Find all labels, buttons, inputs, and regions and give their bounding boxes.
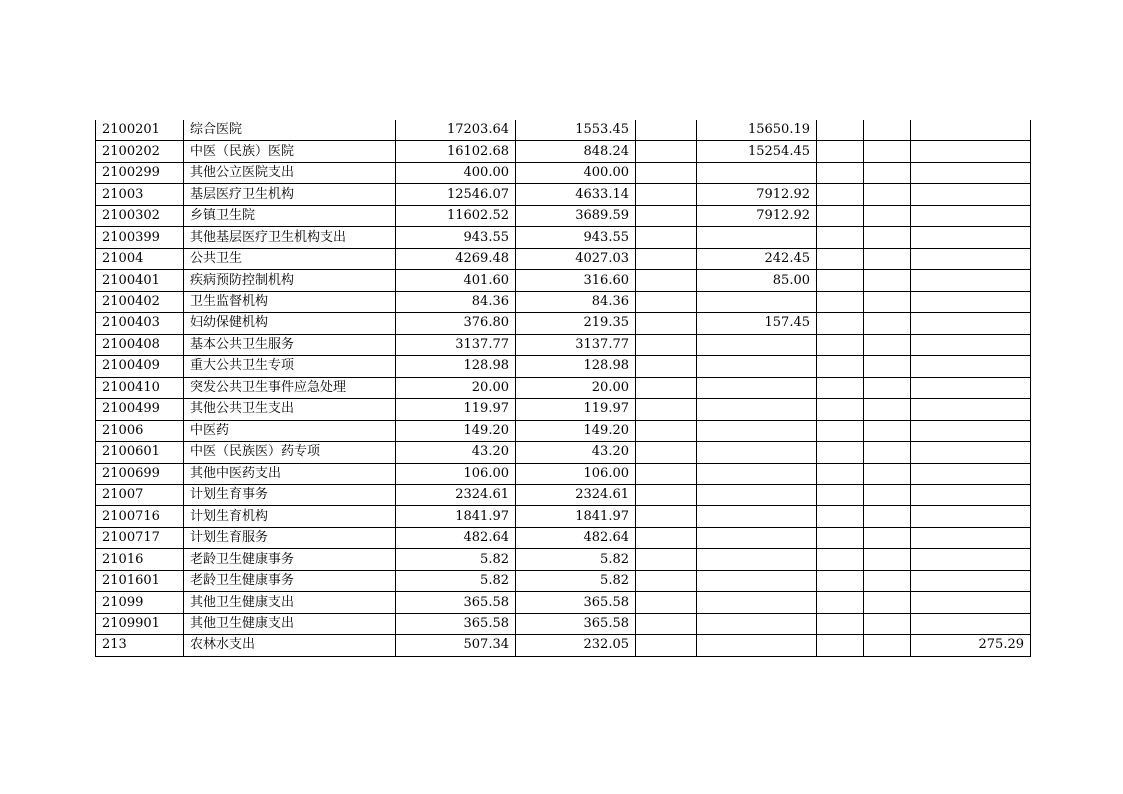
table-row: [96, 120, 1031, 141]
cell-project-expenditure: [697, 291, 817, 312]
cell-basic-expenditure: 84.36: [516, 291, 636, 312]
cell-project-expenditure: 15254.45: [697, 141, 817, 162]
budget-table: [95, 120, 1031, 657]
cell-total: 507.34: [396, 635, 516, 656]
cell-code: 2100299: [96, 162, 184, 183]
cell-col-6: [864, 184, 911, 205]
cell-col-5: [817, 334, 864, 355]
table-row: [96, 291, 1031, 312]
table-row: [96, 549, 1031, 570]
cell-col-6: [864, 313, 911, 334]
cell-code: 2100408: [96, 334, 184, 355]
cell-name: 计划生育服务: [184, 527, 396, 548]
cell-col-7: [911, 184, 1031, 205]
table-row: [96, 162, 1031, 183]
cell-col-5: [817, 184, 864, 205]
cell-name: 疾病预防控制机构: [184, 270, 396, 291]
table-row: [96, 334, 1031, 355]
cell-col-3: [636, 184, 697, 205]
cell-col-3: [636, 635, 697, 656]
cell-col-3: [636, 463, 697, 484]
cell-code: 21004: [96, 248, 184, 269]
cell-total: 119.97: [396, 399, 516, 420]
cell-col-5: [817, 635, 864, 656]
cell-project-expenditure: 157.45: [697, 313, 817, 334]
cell-code: 2100302: [96, 205, 184, 226]
cell-project-expenditure: [697, 613, 817, 634]
cell-col-6: [864, 291, 911, 312]
cell-basic-expenditure: 128.98: [516, 356, 636, 377]
cell-col-3: [636, 120, 697, 141]
cell-project-expenditure: [697, 162, 817, 183]
cell-project-expenditure: [697, 399, 817, 420]
cell-code: 21099: [96, 592, 184, 613]
cell-basic-expenditure: 848.24: [516, 141, 636, 162]
table-row: [96, 527, 1031, 548]
cell-total: 106.00: [396, 463, 516, 484]
cell-project-expenditure: [697, 635, 817, 656]
cell-col-7: 275.29: [911, 635, 1031, 656]
cell-col-7: [911, 120, 1031, 141]
cell-code: 21003: [96, 184, 184, 205]
cell-project-expenditure: 242.45: [697, 248, 817, 269]
cell-basic-expenditure: 400.00: [516, 162, 636, 183]
cell-col-7: [911, 356, 1031, 377]
cell-code: 21007: [96, 484, 184, 505]
cell-col-6: [864, 570, 911, 591]
cell-col-6: [864, 527, 911, 548]
cell-total: 43.20: [396, 442, 516, 463]
cell-code: 2100717: [96, 527, 184, 548]
cell-project-expenditure: [697, 442, 817, 463]
cell-project-expenditure: [697, 570, 817, 591]
table-row: [96, 613, 1031, 634]
cell-name: 突发公共卫生事件应急处理: [184, 377, 396, 398]
cell-col-6: [864, 635, 911, 656]
cell-name: 其他卫生健康支出: [184, 592, 396, 613]
cell-col-6: [864, 270, 911, 291]
cell-col-7: [911, 248, 1031, 269]
cell-total: 16102.68: [396, 141, 516, 162]
cell-col-3: [636, 484, 697, 505]
cell-col-6: [864, 399, 911, 420]
cell-col-6: [864, 162, 911, 183]
cell-code: 2101601: [96, 570, 184, 591]
cell-basic-expenditure: 4027.03: [516, 248, 636, 269]
cell-total: 376.80: [396, 313, 516, 334]
cell-col-5: [817, 270, 864, 291]
cell-col-3: [636, 291, 697, 312]
cell-total: 401.60: [396, 270, 516, 291]
cell-col-6: [864, 120, 911, 141]
cell-col-5: [817, 291, 864, 312]
cell-code: 2100402: [96, 291, 184, 312]
table-row: [96, 377, 1031, 398]
cell-basic-expenditure: 2324.61: [516, 484, 636, 505]
table-row: [96, 592, 1031, 613]
cell-col-6: [864, 484, 911, 505]
cell-total: 365.58: [396, 592, 516, 613]
cell-col-5: [817, 420, 864, 441]
cell-col-3: [636, 570, 697, 591]
table-row: [96, 463, 1031, 484]
table-row: [96, 399, 1031, 420]
cell-basic-expenditure: 43.20: [516, 442, 636, 463]
cell-name: 妇幼保健机构: [184, 313, 396, 334]
cell-col-7: [911, 442, 1031, 463]
cell-col-5: [817, 356, 864, 377]
cell-total: 128.98: [396, 356, 516, 377]
cell-code: 2100410: [96, 377, 184, 398]
cell-basic-expenditure: 316.60: [516, 270, 636, 291]
cell-col-5: [817, 484, 864, 505]
cell-name: 计划生育机构: [184, 506, 396, 527]
table-row: [96, 313, 1031, 334]
table-row: [96, 484, 1031, 505]
cell-basic-expenditure: 365.58: [516, 592, 636, 613]
cell-col-7: [911, 377, 1031, 398]
cell-name: 卫生监督机构: [184, 291, 396, 312]
table-row: [96, 248, 1031, 269]
table-row: [96, 570, 1031, 591]
cell-name: 其他中医药支出: [184, 463, 396, 484]
cell-col-3: [636, 270, 697, 291]
cell-name: 老龄卫生健康事务: [184, 549, 396, 570]
cell-basic-expenditure: 219.35: [516, 313, 636, 334]
cell-col-7: [911, 162, 1031, 183]
cell-col-7: [911, 291, 1031, 312]
table-row: [96, 420, 1031, 441]
cell-col-5: [817, 227, 864, 248]
cell-col-3: [636, 527, 697, 548]
cell-basic-expenditure: 149.20: [516, 420, 636, 441]
cell-basic-expenditure: 5.82: [516, 570, 636, 591]
cell-basic-expenditure: 3689.59: [516, 205, 636, 226]
cell-total: 5.82: [396, 570, 516, 591]
table-body: [96, 120, 1031, 656]
cell-col-5: [817, 527, 864, 548]
cell-project-expenditure: 7912.92: [697, 184, 817, 205]
cell-col-6: [864, 141, 911, 162]
cell-code: 2100202: [96, 141, 184, 162]
cell-total: 4269.48: [396, 248, 516, 269]
cell-name: 其他卫生健康支出: [184, 613, 396, 634]
cell-total: 2324.61: [396, 484, 516, 505]
table-row: [96, 184, 1031, 205]
cell-col-5: [817, 463, 864, 484]
cell-col-5: [817, 377, 864, 398]
cell-total: 149.20: [396, 420, 516, 441]
cell-col-5: [817, 248, 864, 269]
cell-col-6: [864, 248, 911, 269]
cell-basic-expenditure: 5.82: [516, 549, 636, 570]
cell-project-expenditure: 15650.19: [697, 120, 817, 141]
cell-code: 2100403: [96, 313, 184, 334]
cell-code: 2100201: [96, 120, 184, 141]
cell-col-3: [636, 141, 697, 162]
cell-name: 综合医院: [184, 120, 396, 141]
table-row: [96, 442, 1031, 463]
cell-code: 2100601: [96, 442, 184, 463]
cell-code: 2100699: [96, 463, 184, 484]
table-row: [96, 141, 1031, 162]
cell-col-7: [911, 570, 1031, 591]
cell-code: 2100401: [96, 270, 184, 291]
cell-total: 5.82: [396, 549, 516, 570]
cell-col-5: [817, 592, 864, 613]
cell-name: 重大公共卫生专项: [184, 356, 396, 377]
cell-col-6: [864, 377, 911, 398]
cell-col-6: [864, 549, 911, 570]
cell-col-6: [864, 613, 911, 634]
cell-basic-expenditure: 482.64: [516, 527, 636, 548]
cell-basic-expenditure: 3137.77: [516, 334, 636, 355]
cell-code: 2100399: [96, 227, 184, 248]
cell-name: 乡镇卫生院: [184, 205, 396, 226]
cell-name: 基本公共卫生服务: [184, 334, 396, 355]
cell-code: 2109901: [96, 613, 184, 634]
cell-total: 943.55: [396, 227, 516, 248]
cell-col-3: [636, 377, 697, 398]
cell-name: 其他公立医院支出: [184, 162, 396, 183]
cell-total: 20.00: [396, 377, 516, 398]
cell-col-3: [636, 420, 697, 441]
cell-project-expenditure: 85.00: [697, 270, 817, 291]
cell-col-7: [911, 420, 1031, 441]
cell-name: 其他基层医疗卫生机构支出: [184, 227, 396, 248]
cell-col-6: [864, 205, 911, 226]
cell-code: 213: [96, 635, 184, 656]
cell-col-6: [864, 420, 911, 441]
cell-basic-expenditure: 20.00: [516, 377, 636, 398]
cell-col-6: [864, 592, 911, 613]
cell-basic-expenditure: 1841.97: [516, 506, 636, 527]
cell-total: 1841.97: [396, 506, 516, 527]
cell-col-7: [911, 227, 1031, 248]
cell-project-expenditure: [697, 484, 817, 505]
cell-total: 400.00: [396, 162, 516, 183]
cell-col-5: [817, 506, 864, 527]
cell-col-3: [636, 592, 697, 613]
cell-name: 中医药: [184, 420, 396, 441]
cell-col-7: [911, 484, 1031, 505]
cell-total: 84.36: [396, 291, 516, 312]
cell-total: 12546.07: [396, 184, 516, 205]
table-row: [96, 506, 1031, 527]
cell-col-3: [636, 399, 697, 420]
cell-col-3: [636, 162, 697, 183]
cell-name: 基层医疗卫生机构: [184, 184, 396, 205]
cell-col-3: [636, 613, 697, 634]
cell-col-7: [911, 549, 1031, 570]
table-row: [96, 635, 1031, 656]
cell-col-7: [911, 613, 1031, 634]
cell-col-3: [636, 313, 697, 334]
cell-col-7: [911, 527, 1031, 548]
cell-col-5: [817, 313, 864, 334]
table-row: [96, 205, 1031, 226]
cell-basic-expenditure: 1553.45: [516, 120, 636, 141]
cell-col-5: [817, 442, 864, 463]
cell-basic-expenditure: 4633.14: [516, 184, 636, 205]
cell-total: 482.64: [396, 527, 516, 548]
cell-project-expenditure: [697, 420, 817, 441]
cell-col-7: [911, 270, 1031, 291]
cell-name: 中医（民族医）药专项: [184, 442, 396, 463]
cell-col-7: [911, 463, 1031, 484]
cell-col-5: [817, 613, 864, 634]
cell-project-expenditure: [697, 527, 817, 548]
cell-name: 其他公共卫生支出: [184, 399, 396, 420]
cell-total: 365.58: [396, 613, 516, 634]
cell-col-5: [817, 549, 864, 570]
cell-col-6: [864, 227, 911, 248]
cell-project-expenditure: [697, 334, 817, 355]
cell-name: 农林水支出: [184, 635, 396, 656]
cell-project-expenditure: [697, 549, 817, 570]
cell-col-5: [817, 141, 864, 162]
cell-col-7: [911, 141, 1031, 162]
cell-basic-expenditure: 119.97: [516, 399, 636, 420]
cell-project-expenditure: [697, 356, 817, 377]
cell-col-3: [636, 356, 697, 377]
cell-total: 11602.52: [396, 205, 516, 226]
cell-col-6: [864, 463, 911, 484]
cell-col-5: [817, 570, 864, 591]
cell-total: 17203.64: [396, 120, 516, 141]
cell-project-expenditure: [697, 463, 817, 484]
cell-basic-expenditure: 365.58: [516, 613, 636, 634]
cell-col-3: [636, 334, 697, 355]
table-row: [96, 356, 1031, 377]
cell-col-7: [911, 334, 1031, 355]
cell-col-3: [636, 442, 697, 463]
cell-col-5: [817, 162, 864, 183]
cell-col-7: [911, 205, 1031, 226]
cell-project-expenditure: [697, 227, 817, 248]
cell-basic-expenditure: 232.05: [516, 635, 636, 656]
cell-basic-expenditure: 943.55: [516, 227, 636, 248]
cell-project-expenditure: 7912.92: [697, 205, 817, 226]
cell-col-7: [911, 313, 1031, 334]
cell-col-7: [911, 506, 1031, 527]
cell-code: 21016: [96, 549, 184, 570]
cell-col-6: [864, 442, 911, 463]
cell-project-expenditure: [697, 506, 817, 527]
cell-col-6: [864, 334, 911, 355]
table-row: [96, 227, 1031, 248]
table-row: [96, 270, 1031, 291]
cell-name: 公共卫生: [184, 248, 396, 269]
cell-col-3: [636, 506, 697, 527]
cell-name: 中医（民族）医院: [184, 141, 396, 162]
cell-name: 老龄卫生健康事务: [184, 570, 396, 591]
cell-code: 2100409: [96, 356, 184, 377]
cell-code: 2100716: [96, 506, 184, 527]
cell-col-5: [817, 205, 864, 226]
cell-col-7: [911, 399, 1031, 420]
cell-col-5: [817, 399, 864, 420]
cell-col-3: [636, 248, 697, 269]
cell-name: 计划生育事务: [184, 484, 396, 505]
cell-project-expenditure: [697, 377, 817, 398]
cell-basic-expenditure: 106.00: [516, 463, 636, 484]
cell-code: 2100499: [96, 399, 184, 420]
cell-col-5: [817, 120, 864, 141]
cell-col-6: [864, 356, 911, 377]
cell-project-expenditure: [697, 592, 817, 613]
cell-col-3: [636, 549, 697, 570]
cell-col-7: [911, 592, 1031, 613]
cell-total: 3137.77: [396, 334, 516, 355]
cell-col-3: [636, 205, 697, 226]
cell-code: 21006: [96, 420, 184, 441]
cell-col-6: [864, 506, 911, 527]
cell-col-3: [636, 227, 697, 248]
